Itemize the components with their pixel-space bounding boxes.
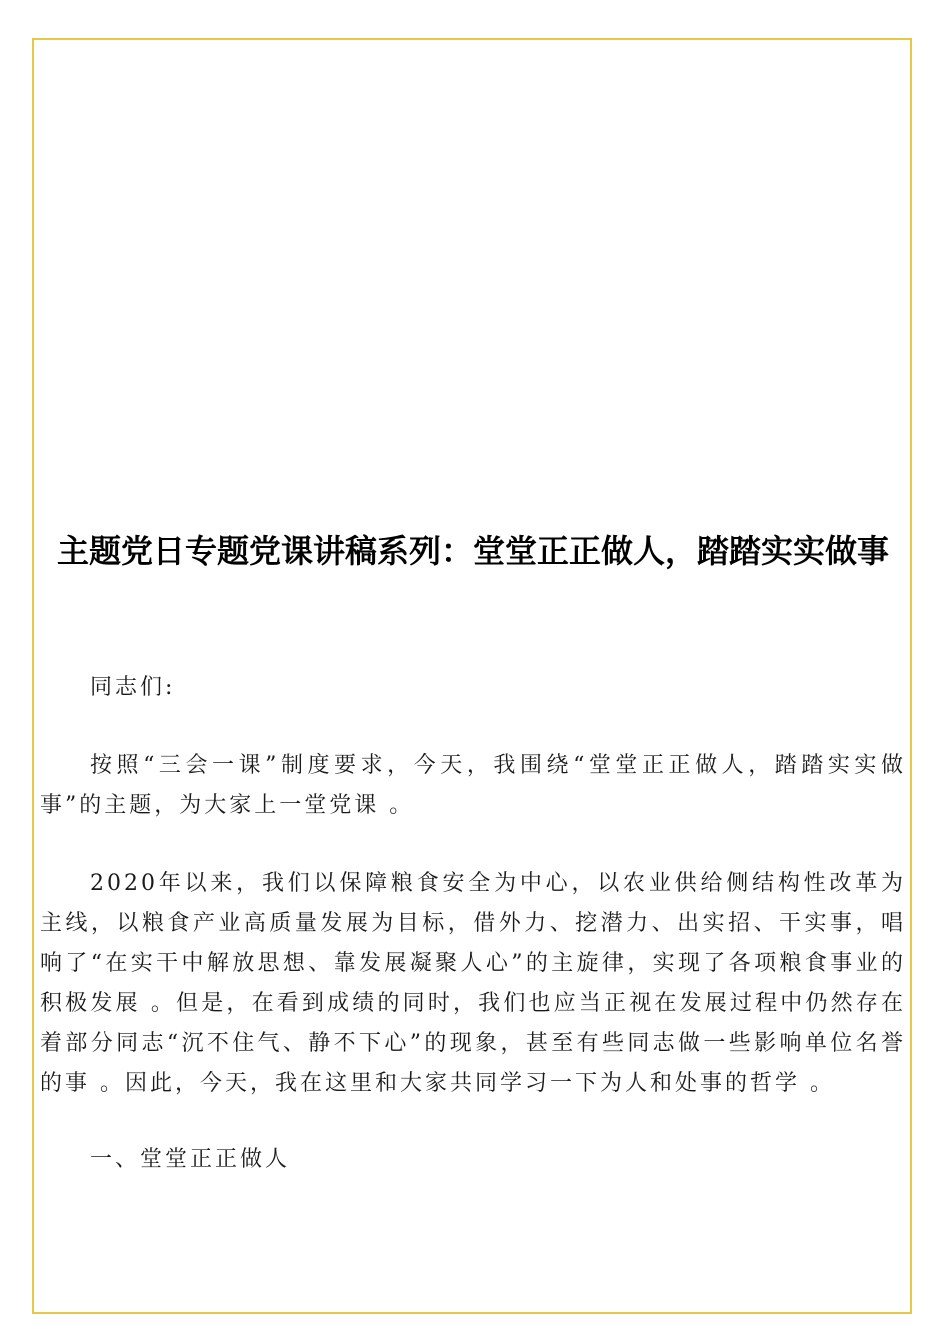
body-paragraph: 2020年以来，我们以保障粮食安全为中心，以农业供给侧结构性改革为主线，以粮食产业高质量发展为目标，借外力、挖潜力、出实招、干实事，唱响了“在实干中解放思想、靠发展凝聚人心”的主旋律，实现了各项粮食事业的积极发展 。但是，在看到成绩的同时，我们也应当正视在发展过程中仍然存在着部分同志“沉不住气、静不下心”的现象，甚至有些同志做一些影响单位名誉的事 。因此，今天，我在这里和大家共同学习一下为人和处事的哲学 。 [40, 871, 906, 1096]
section-heading: 一、堂堂正正做人 [90, 1147, 291, 1172]
intro-paragraph: 按照“三会一课”制度要求，今天，我围绕“堂堂正正做人，踏踏实实做事”的主题，为大家上一堂党课 。 [40, 753, 906, 818]
document-body [40, 526, 906, 1180]
document-title: 主题党日专题党课讲稿系列：堂堂正正做人，踏踏实实做事 [56, 532, 889, 570]
greeting-line: 同志们: [90, 675, 176, 700]
